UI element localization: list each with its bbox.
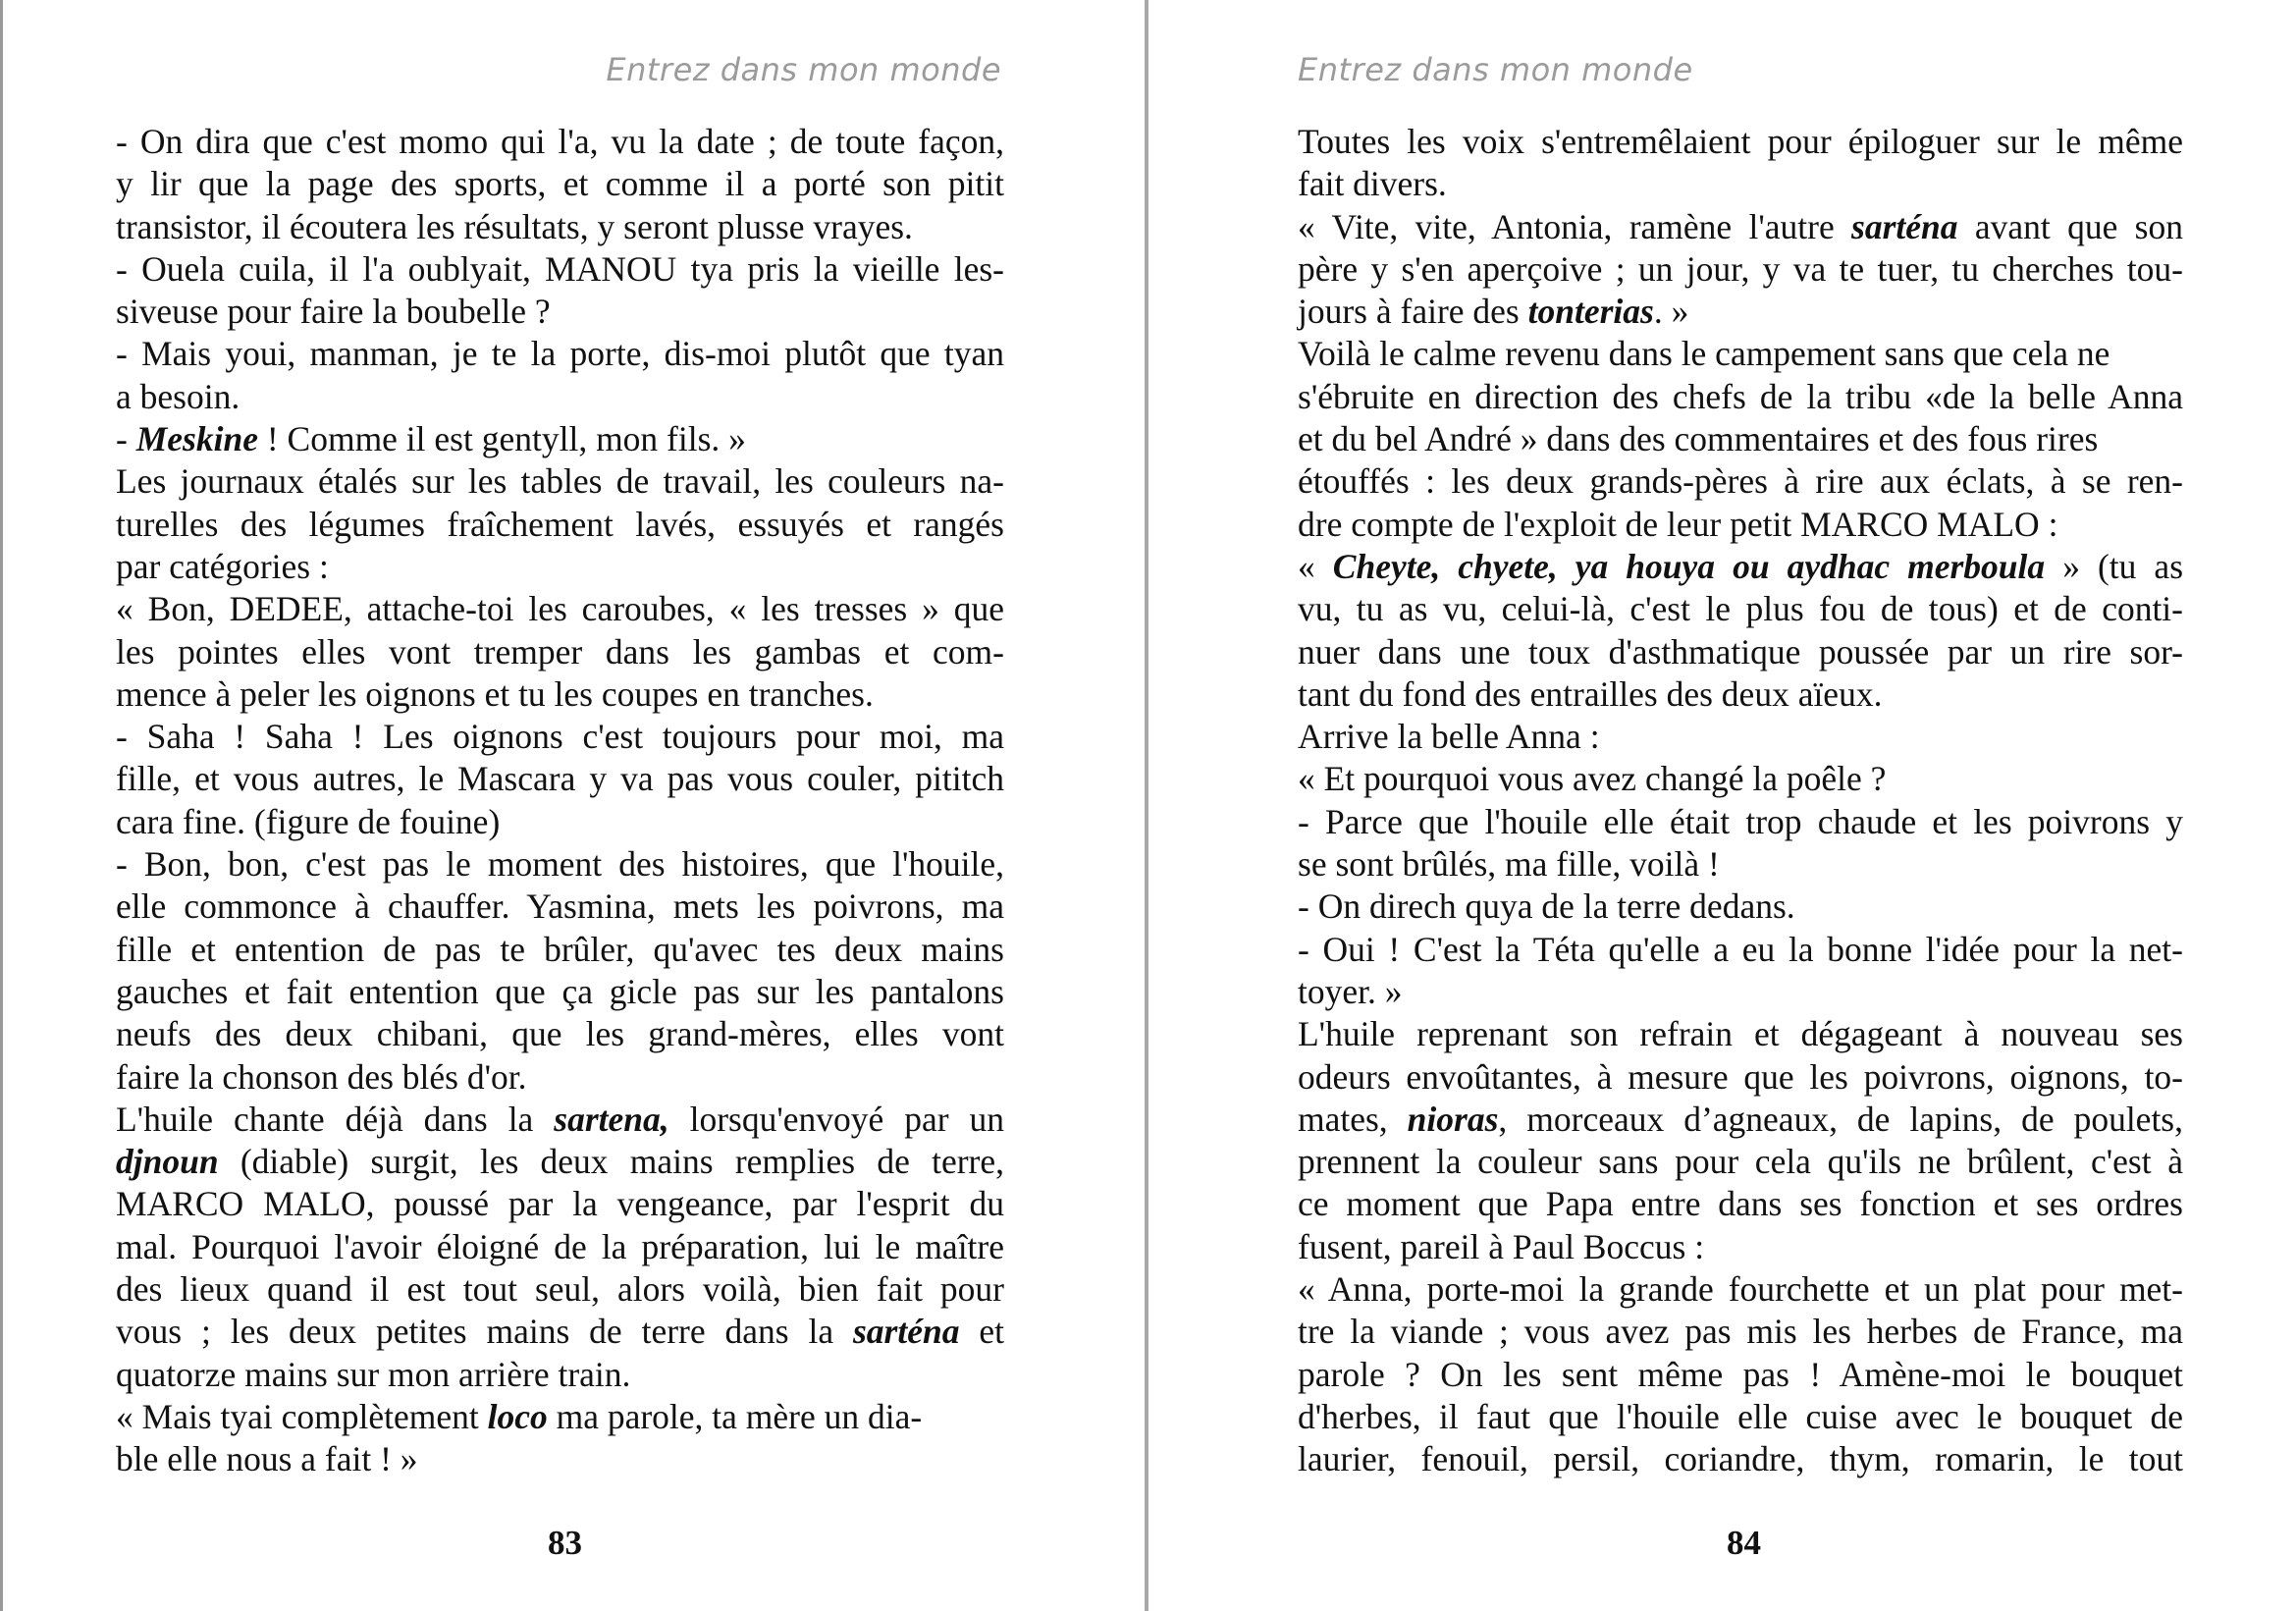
text-line <box>1298 1226 2183 1268</box>
text-line <box>1298 504 2183 546</box>
text-segment: ma parole, ta mère un dia- <box>547 1396 923 1436</box>
text-segment: - Mais youi, manman, je te la porte, dis-moi plutôt que tyan <box>116 334 1004 374</box>
text-segment: jours à faire des <box>1298 292 1528 332</box>
text-line <box>116 376 1004 418</box>
text-line <box>116 206 1004 248</box>
text-line <box>116 163 1004 205</box>
text-segment: laurier, fenouil, persil, coriandre, thym, romarin, le tout <box>1298 1439 2183 1479</box>
text-line <box>1298 929 2183 971</box>
text-segment: « <box>1298 546 1333 586</box>
text-segment: » (tu as <box>2045 546 2184 586</box>
text-line <box>116 1396 1004 1438</box>
text-segment: siveuse pour faire la boubelle ? <box>116 292 551 332</box>
text-segment: « Et pourquoi vous avez changé la poêle ? <box>1298 759 1887 799</box>
text-line <box>1298 546 2183 588</box>
text-segment: nuer dans une toux d'asthmatique poussée par un rire sor- <box>1298 631 2183 671</box>
text-segment: Arrive la belle Anna : <box>1298 717 1600 757</box>
text-line <box>1298 971 2183 1013</box>
text-segment: vous ; les deux petites mains de terre dans la <box>116 1312 853 1352</box>
text-line <box>116 631 1004 673</box>
text-line <box>116 588 1004 630</box>
text-line <box>116 1354 1004 1396</box>
text-segment: L'huile chante déjà dans la <box>116 1099 555 1139</box>
emphasized-word: sarténa <box>852 1312 960 1352</box>
left-page <box>0 0 1147 1611</box>
text-segment: gauches et fait entention que ça gicle pas sur les pantalons <box>116 971 1004 1011</box>
text-segment: avant que son <box>1957 206 2184 246</box>
text-line <box>116 1141 1004 1183</box>
text-line <box>116 1183 1004 1225</box>
text-segment: mence à peler les oignons et tu les coupes en tranches. <box>116 673 874 714</box>
text-segment: « Bon, DEDEE, attache-toi les caroubes, « les tresses » que <box>116 589 1004 629</box>
text-segment: père y s'en aperçoive ; un jour, y va te tuer, tu cherches tou- <box>1298 248 2183 289</box>
text-segment: d'herbes, il faut que l'houile elle cuise avec le bouquet de <box>1298 1396 2183 1436</box>
text-line <box>116 460 1004 503</box>
text-line <box>116 1226 1004 1268</box>
text-segment: « Vite, vite, Antonia, ramène l'autre <box>1298 206 1852 246</box>
running-head: Entrez dans mon monde <box>1298 51 1693 88</box>
text-segment: - Saha ! Saha ! Les oignons c'est toujours pour moi, ma <box>116 717 1004 757</box>
text-segment: - Parce que l'houile elle était trop chaude et les poivrons y <box>1298 801 2183 841</box>
page-body-text <box>1298 121 2183 1481</box>
text-segment: . » <box>1653 292 1689 332</box>
text-line <box>116 673 1004 716</box>
text-segment: mal. Pourquoi l'avoir éloigné de la préparation, lui le maître <box>116 1226 1004 1266</box>
text-line <box>116 758 1004 800</box>
text-line <box>1298 206 2183 248</box>
text-line <box>116 333 1004 375</box>
text-segment: et <box>959 1312 1004 1352</box>
text-segment: neufs des deux chibani, que les grand-mères, elles vont <box>116 1014 1004 1054</box>
text-segment: faire la chonson des blés d'or. <box>116 1056 527 1097</box>
text-segment: ce moment que Papa entre dans ses fonction et ses ordres <box>1298 1184 2183 1224</box>
text-line <box>1298 418 2183 460</box>
emphasized-word: nioras <box>1407 1099 1499 1139</box>
text-segment: odeurs envoûtantes, à mesure que les poivrons, oignons, to- <box>1298 1056 2183 1097</box>
text-line <box>116 546 1004 588</box>
emphasized-word: Cheyte, chyete, ya houya ou aydhac merboula <box>1332 546 2046 586</box>
text-line <box>1298 1183 2183 1225</box>
text-segment: parole ? On les sent même pas ! Amène-moi le bouquet <box>1298 1354 2183 1394</box>
text-segment: fusent, pareil à Paul Boccus : <box>1298 1226 1705 1266</box>
text-segment: - On direch quya de la terre dedans. <box>1298 886 1795 927</box>
emphasized-word: loco <box>487 1396 548 1436</box>
text-segment: fille, et vous autres, le Mascara y va pas vous couler, pititch <box>116 759 1004 799</box>
text-segment: Les journaux étalés sur les tables de travail, les couleurs na- <box>116 461 1004 502</box>
text-line <box>1298 588 2183 630</box>
text-segment: - Ouela cuila, il l'a oublyait, MANOU tya pris la vieille les- <box>116 248 1004 289</box>
text-line <box>1298 1141 2183 1183</box>
text-line <box>1298 333 2183 375</box>
text-segment: - On dira que c'est momo qui l'a, vu la date ; de toute façon, <box>116 122 1004 161</box>
right-page <box>1150 0 2296 1611</box>
text-segment: elle commonce à chauffer. Yasmina, mets les poivrons, ma <box>116 886 1004 927</box>
text-segment: ! Comme il est gentyll, mon fils. » <box>257 419 746 459</box>
text-segment: tant du fond des entrailles des deux aïeux. <box>1298 673 1883 714</box>
running-head: Entrez dans mon monde <box>606 51 1001 88</box>
text-line <box>116 248 1004 291</box>
text-segment: transistor, il écoutera les résultats, y seront plusse vrayes. <box>116 206 913 246</box>
text-segment: (diable) surgit, les deux mains remplies de terre, <box>218 1142 1004 1182</box>
text-line <box>1298 758 2183 800</box>
text-line <box>116 1311 1004 1353</box>
text-line <box>116 971 1004 1013</box>
text-line <box>1298 631 2183 673</box>
text-segment: Toutes les voix s'entremêlaient pour épiloguer sur le même <box>1298 122 2183 161</box>
text-segment: MARCO MALO, poussé par la vengeance, par l'esprit du <box>116 1184 1004 1224</box>
text-line <box>1298 1056 2183 1099</box>
text-segment: turelles des légumes fraîchement lavés, essuyés et rangés <box>116 504 1004 544</box>
page-number: 83 <box>548 1524 582 1562</box>
text-line <box>1298 801 2183 843</box>
text-line <box>1298 163 2183 205</box>
text-segment: et du bel André » dans des commentaires et des fous rires <box>1298 419 2099 459</box>
text-segment: les pointes elles vont tremper dans les gambas et com- <box>116 631 1004 671</box>
text-line <box>116 121 1004 163</box>
text-segment: par catégories : <box>116 546 329 586</box>
text-segment: L'huile reprenant son refrain et dégageant à nouveau ses <box>1298 1014 2183 1054</box>
text-line <box>1298 1268 2183 1311</box>
text-segment: vu, tu as vu, celui-là, c'est le plus fou de tous) et de conti- <box>1298 589 2183 629</box>
text-segment: , morceaux d’agneaux, de lapins, de poulets, <box>1498 1099 2183 1139</box>
text-segment: se sont brûlés, ma fille, voilà ! <box>1298 844 1720 885</box>
text-line <box>1298 1396 2183 1438</box>
text-line <box>116 886 1004 928</box>
text-line <box>116 843 1004 886</box>
text-segment: - Bon, bon, c'est pas le moment des histoires, que l'houile, <box>116 844 1004 885</box>
text-segment: dre compte de l'exploit de leur petit MARCO MALO : <box>1298 504 2058 544</box>
text-line <box>1298 121 2183 163</box>
text-line <box>1298 716 2183 758</box>
text-line <box>1298 460 2183 503</box>
text-line <box>1298 1311 2183 1353</box>
text-segment: ble elle nous a fait ! » <box>116 1439 418 1479</box>
text-line <box>116 1056 1004 1099</box>
text-segment: étouffés : les deux grands-pères à rire aux éclats, à se ren- <box>1298 461 2183 502</box>
text-line <box>1298 1013 2183 1055</box>
text-line <box>116 1099 1004 1141</box>
book-gutter <box>1145 0 1148 1611</box>
text-segment: y lir que la page des sports, et comme il a porté son pitit <box>116 164 1004 204</box>
text-line <box>1298 1438 2183 1480</box>
text-segment: fille et entention de pas te brûler, qu'avec tes deux mains <box>116 929 1004 969</box>
text-line <box>1298 376 2183 418</box>
text-segment: a besoin. <box>116 376 240 416</box>
text-segment: « Anna, porte-moi la grande fourchette et un plat pour met- <box>1298 1269 2183 1310</box>
text-line <box>1298 1099 2183 1141</box>
text-line <box>116 291 1004 333</box>
text-segment: cara fine. (figure de fouine) <box>116 801 501 841</box>
text-segment: toyer. » <box>1298 971 1403 1011</box>
text-segment: mates, <box>1298 1099 1408 1139</box>
text-line <box>1298 843 2183 886</box>
text-segment: - Oui ! C'est la Téta qu'elle a eu la bonne l'idée pour la net- <box>1298 929 2183 969</box>
text-segment: des lieux quand il est tout seul, alors voilà, bien fait pour <box>116 1269 1004 1310</box>
text-segment: quatorze mains sur mon arrière train. <box>116 1354 631 1394</box>
text-line <box>1298 886 2183 928</box>
page-number: 84 <box>1727 1524 1761 1562</box>
emphasized-word: sarténa <box>1851 206 1958 246</box>
text-line <box>1298 1354 2183 1396</box>
text-line <box>116 504 1004 546</box>
text-segment: « Mais tyai complètement <box>116 1396 488 1436</box>
page-body-text <box>116 121 1004 1481</box>
text-line <box>116 716 1004 758</box>
emphasized-word: sartena, <box>554 1099 669 1139</box>
text-segment: s'ébruite en direction des chefs de la tribu «de la belle Anna <box>1298 376 2183 416</box>
text-line <box>1298 248 2183 291</box>
text-line <box>116 801 1004 843</box>
text-line <box>116 418 1004 460</box>
emphasized-word: Meskine <box>135 419 258 459</box>
emphasized-word: djnoun <box>116 1142 219 1182</box>
text-segment: tre la viande ; vous avez pas mis les herbes de France, ma <box>1298 1312 2183 1352</box>
text-segment: fait divers. <box>1298 164 1447 204</box>
text-line <box>116 1438 1004 1480</box>
text-line <box>116 929 1004 971</box>
text-line <box>116 1268 1004 1311</box>
emphasized-word: tonterias <box>1527 292 1654 332</box>
text-line <box>1298 291 2183 333</box>
text-segment: Voilà le calme revenu dans le campement sans que cela ne <box>1298 334 2110 374</box>
text-segment: prennent la couleur sans pour cela qu'ils ne brûlent, c'est à <box>1298 1142 2183 1182</box>
text-segment: - <box>116 419 136 459</box>
text-segment: lorsqu'envoyé par un <box>668 1099 1004 1139</box>
text-line <box>1298 673 2183 716</box>
text-line <box>116 1013 1004 1055</box>
